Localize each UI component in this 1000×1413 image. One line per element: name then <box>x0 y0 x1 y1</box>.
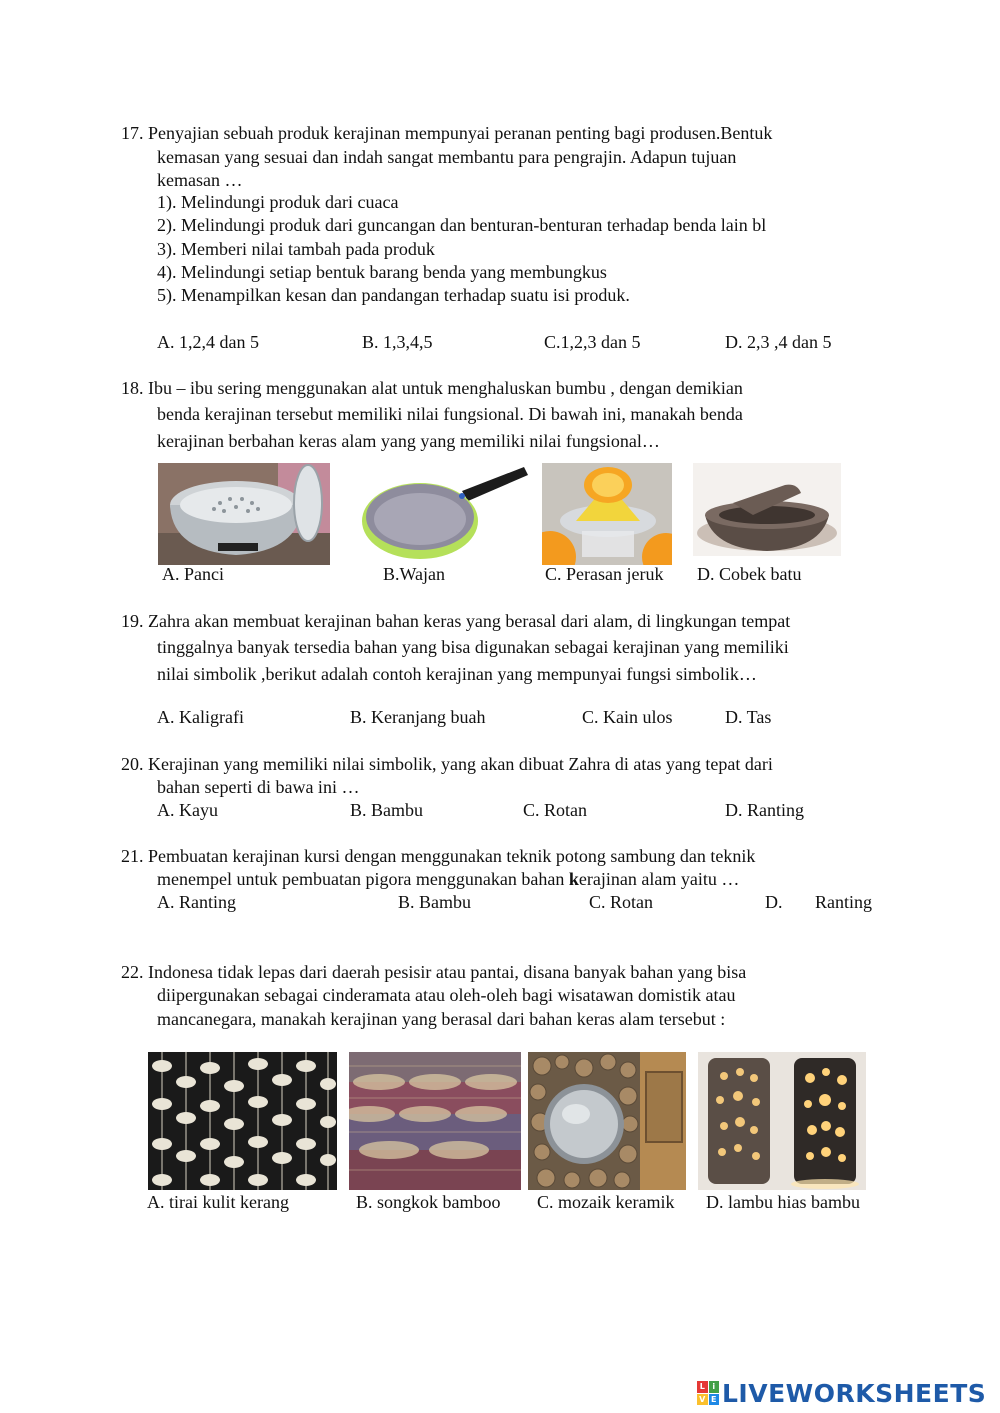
q20-option-d[interactable]: D. Ranting <box>725 800 804 820</box>
q22-line-2: diipergunakan sebagai cinderamata atau oleh-oleh bagi wisatawan domistik atau <box>157 985 736 1005</box>
q17-line-1: 17. Penyajian sebuah produk kerajinan mempunyai peranan penting bagi produsen.Bentuk <box>121 123 773 143</box>
q17-option-a[interactable]: A. 1,2,4 dan 5 <box>157 332 259 352</box>
q17-line-2: kemasan yang sesuai dan indah sangat membantu para pengrajin. Adapun tujuan <box>157 147 737 167</box>
bamboo-lamp-image <box>698 1052 866 1190</box>
bamboo-songkok-image <box>349 1052 521 1190</box>
q22-caption-d[interactable]: D. lambu hias bambu <box>706 1192 860 1212</box>
q17-item-3: 3). Memberi nilai tambah pada produk <box>157 239 435 259</box>
q18-caption-a[interactable]: A. Panci <box>162 564 224 584</box>
q21-option-c[interactable]: C. Rotan <box>589 892 654 912</box>
q22-caption-a[interactable]: A. tirai kulit kerang <box>147 1192 289 1212</box>
q21-option-b[interactable]: B. Bambu <box>398 892 472 912</box>
bamboo-songkok-icon <box>349 1052 521 1190</box>
frying-pan-icon <box>358 463 530 565</box>
logo-badge-e: E <box>709 1394 720 1406</box>
bamboo-lamp-icon <box>698 1052 866 1190</box>
q18-caption-d[interactable]: D. Cobek batu <box>697 564 802 584</box>
stone-mortar-image <box>693 463 841 556</box>
q18-caption-b[interactable]: B.Wajan <box>383 564 446 584</box>
q19-option-a[interactable]: A. Kaligrafi <box>157 707 244 727</box>
q19-line-1: 19. Zahra akan membuat kerajinan bahan keras yang berasal dari alam, di lingkungan tempat <box>121 611 791 631</box>
orange-juicer-icon <box>542 463 672 565</box>
q18-line-2: benda kerajinan tersebut memiliki nilai fungsional. Di bawah ini, manakah benda <box>157 404 743 424</box>
q17-option-b[interactable]: B. 1,3,4,5 <box>362 332 433 352</box>
q20-option-c[interactable]: C. Rotan <box>523 800 588 820</box>
mosaic-mirror-image <box>528 1052 686 1190</box>
q17-item-1: 1). Melindungi produk dari cuaca <box>157 192 399 212</box>
q19-option-d[interactable]: D. Tas <box>725 707 772 727</box>
q21-line-2 <box>157 868 739 891</box>
q19-line-3: nilai simbolik ,berikut adalah contoh kerajinan yang mempunyai fungsi simbolik… <box>157 664 757 684</box>
q17-item-2: 2). Melindungi produk dari guncangan dan benturan-benturan terhadap benda lain bl <box>157 215 767 235</box>
q20-option-b[interactable]: B. Bambu <box>350 800 424 820</box>
q21-option-d-letter[interactable]: D. <box>765 892 783 912</box>
q21-option-a[interactable]: A. Ranting <box>157 892 236 912</box>
shell-curtain-image <box>148 1052 337 1190</box>
q18-line-3: kerajinan berbahan keras alam yang yang memiliki nilai fungsional… <box>157 431 660 451</box>
q19-line-2: tinggalnya banyak tersedia bahan yang bisa digunakan sebagai kerajinan yang memiliki <box>157 637 789 657</box>
stone-mortar-icon <box>693 463 841 556</box>
q17-item-5: 5). Menampilkan kesan dan pandangan terhadap suatu isi produk. <box>157 285 630 305</box>
logo-badge-l: L <box>697 1381 708 1393</box>
q17-option-d[interactable]: D. 2,3 ,4 dan 5 <box>725 332 832 352</box>
q20-line-1: 20. Kerajinan yang memiliki nilai simbolik, yang akan dibuat Zahra di atas yang tepat dari <box>121 754 773 774</box>
q21-option-d-text[interactable]: Ranting <box>815 892 872 912</box>
q17-option-c[interactable]: C.1,2,3 dan 5 <box>544 332 641 352</box>
q18-line-1: 18. Ibu – ibu sering menggunakan alat untuk menghaluskan bumbu , dengan demikian <box>121 378 743 398</box>
q20-option-a[interactable]: A. Kayu <box>157 800 218 820</box>
orange-juicer-image <box>542 463 672 565</box>
q22-caption-b[interactable]: B. songkok bamboo <box>356 1192 501 1212</box>
q22-caption-c[interactable]: C. mozaik keramik <box>537 1192 675 1212</box>
steamer-pot-icon <box>158 463 330 565</box>
q21-line-2-bold: k <box>568 869 579 889</box>
steamer-pot-image <box>158 463 330 565</box>
q17-line-3: kemasan … <box>157 170 243 190</box>
mosaic-mirror-icon <box>528 1052 686 1190</box>
q21-line-2-post: erajinan alam yaitu … <box>578 869 740 889</box>
shell-curtain-icon <box>148 1052 337 1190</box>
q19-option-c[interactable]: C. Kain ulos <box>582 707 673 727</box>
liveworksheets-logo-icon <box>697 1381 719 1405</box>
liveworksheets-logo[interactable] <box>697 1378 997 1408</box>
q21-line-2-pre: menempel untuk pembuatan pigora menggunakan bahan <box>157 869 569 889</box>
q17-item-4: 4). Melindungi setiap bentuk barang benda yang membungkus <box>157 262 607 282</box>
q19-option-b[interactable]: B. Keranjang buah <box>350 707 486 727</box>
logo-badge-i: i <box>709 1381 720 1393</box>
liveworksheets-logo-text: LIVEWORKSHEETS <box>722 1378 987 1408</box>
logo-badge-v: V <box>697 1394 708 1406</box>
q18-caption-c[interactable]: C. Perasan jeruk <box>545 564 664 584</box>
frying-pan-image <box>358 463 530 565</box>
q20-line-2: bahan seperti di bawa ini … <box>157 777 360 797</box>
q22-line-1: 22. Indonesa tidak lepas dari daerah pesisir atau pantai, disana banyak bahan yang bisa <box>121 962 747 982</box>
q22-line-3: mancanegara, manakah kerajinan yang berasal dari bahan keras alam tersebut : <box>157 1009 726 1029</box>
q21-line-1: 21. Pembuatan kerajinan kursi dengan menggunakan teknik potong sambung dan teknik <box>121 846 756 866</box>
